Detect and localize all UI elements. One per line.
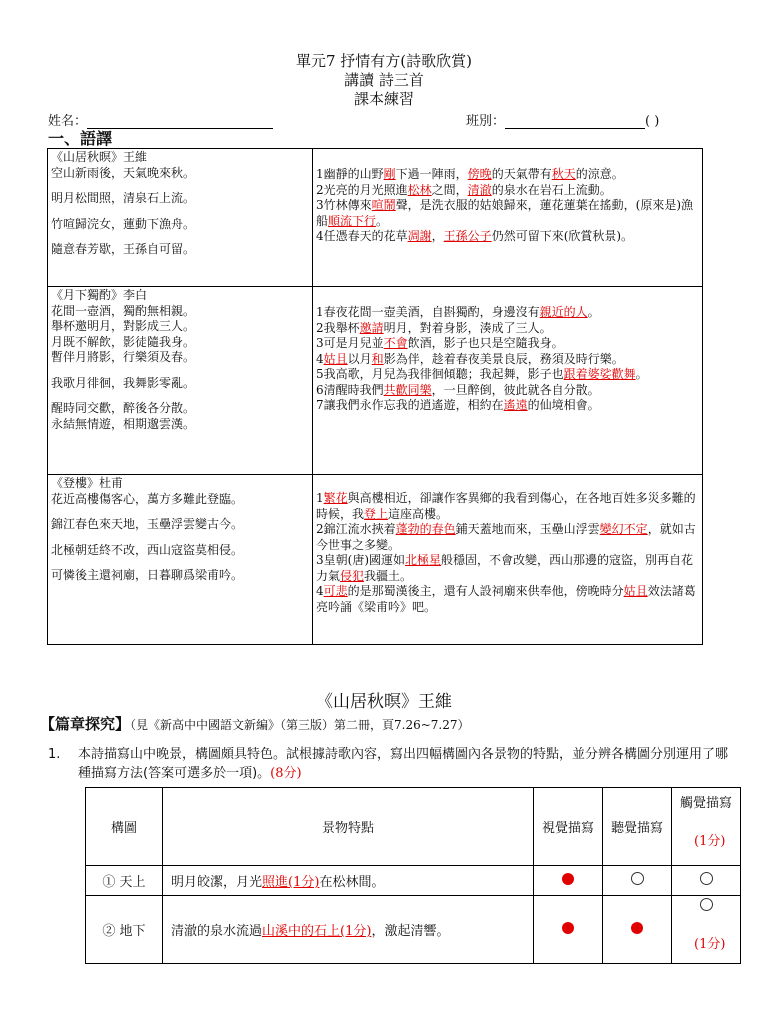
translation-line: 4可悲的是那蜀漢後主，還有人設祠廟來供奉他，傍晚時分姑且效法諸葛亮吟誦《梁甫吟》吧。 [316, 584, 696, 614]
col-header-layout: 構圖 [86, 788, 163, 866]
poem-line: 花近高樓傷客心，萬方多難此登臨。 [51, 491, 244, 506]
explore-title: 【篇章探究】 [40, 715, 131, 733]
translation-cell [313, 475, 703, 645]
translation-line: 4任憑春天的花草凋謝，王孫公子仍然可留下來(欣賞秋景)。 [316, 229, 634, 243]
feature-cell: 清澈的泉水流過山溪中的石上(1分)，激起清響。 [163, 896, 534, 964]
poem-title: 《月下獨酌》李白 [51, 288, 148, 302]
translation-line: 3可是月兒並不會飲酒，影子也只是空隨我身。 [316, 336, 564, 350]
col-header-visual: 視覺描寫 [534, 788, 603, 866]
translation-line: 2錦江流水挾着蓬勃的春色鋪天蓋地而來，玉壘山浮雲變幻不定，就如古今世事之多變。 [316, 522, 696, 552]
table-row [48, 287, 703, 475]
name-label: 姓名： [48, 114, 88, 129]
poem-line: 醒時同交歡，醉後各分散。 [51, 401, 196, 415]
section-title: 一、語譯 [48, 129, 113, 148]
poem-line: 明月松間照，清泉石上流。 [51, 191, 196, 205]
translation-table [47, 148, 703, 645]
translation-cell [313, 287, 703, 475]
translation-cell [313, 149, 703, 287]
table-row [48, 149, 703, 287]
translation-line: 1繁花與高樓相近，卻讓作客異鄉的我看到傷心，在各地百姓多災多難的時候，我登上這座高樓。 [316, 491, 696, 521]
selected-circle-icon [631, 922, 643, 934]
poem-line: 花間一壺酒，獨酌無相親。 [51, 303, 196, 318]
question-1 [48, 745, 728, 783]
explore-heading [40, 713, 470, 734]
poem-cell [48, 475, 313, 645]
table-header-row [86, 788, 741, 866]
unit-title: 單元7 抒情有方(詩歌欣賞) [295, 52, 473, 70]
poem-line: 永結無情遊，相期邈雲漢。 [51, 416, 196, 431]
poem-line: 空山新雨後，天氣晚來秋。 [51, 165, 196, 180]
translation-line: 1春夜花間一壺美酒，自斟獨酌，身邊沒有親近的人。 [316, 305, 600, 319]
poem-line: 錦江春色來天地，玉壘浮雲變古今。 [51, 517, 244, 531]
question-number: 1. [48, 747, 61, 762]
part2-poem-title: 《山居秋暝》王維 [316, 692, 452, 712]
question-text: 本詩描寫山中晚景，構圖頗具特色。試根據詩歌內容，寫出四幅構圖內各景物的特點，並分辨各構圖分別運用了哪種描寫方法(答案可選多於一項)。 [78, 747, 729, 781]
marks-label: (1分) [694, 937, 726, 952]
poem-line: 月既不解飲，影徒隨我身。 [51, 334, 196, 349]
translation-line: 4姑且以月和影為伴，趁着春夜美景良辰，務須及時行樂。 [316, 351, 624, 366]
visual-cell[interactable] [534, 866, 603, 896]
table-row [86, 866, 741, 896]
poem-line: 隨意春芳歇，王孫自可留。 [51, 242, 196, 256]
empty-circle-icon [700, 872, 713, 885]
empty-circle-icon [631, 872, 644, 885]
class-blank[interactable] [505, 114, 645, 129]
table-row [48, 475, 703, 645]
translation-line: 2我舉杯邀請明月，對着身影，湊成了三人。 [316, 320, 552, 335]
poem-title: 《山居秋暝》王維 [51, 150, 148, 164]
exercise-title: 課本練習 [353, 90, 414, 108]
selected-circle-icon [562, 922, 574, 934]
translation-line: 2光亮的月光照進松林之間，清澈的泉水在岩石上流動。 [316, 182, 612, 197]
poem-line: 北極朝廷終不改，西山寇盜莫相侵。 [51, 542, 244, 557]
feature-cell: 明月皎潔，月光照進(1分)在松林間。 [163, 866, 534, 896]
lesson-title: 講讀 詩三首 [344, 71, 424, 89]
class-label: 班別： [466, 114, 506, 129]
table-row [86, 896, 741, 964]
audio-cell[interactable] [603, 866, 672, 896]
poem-line: 可憐後主還祠廟，日暮聊爲梁甫吟。 [51, 568, 244, 582]
question-marks: (8分) [270, 766, 302, 781]
translation-line: 3皇朝(唐)國運如北極星般穩固，不會改變，西山那邊的寇盜，別再自花力氣侵犯我疆土。 [316, 553, 694, 583]
seat-number: ( ) [645, 114, 660, 129]
poem-title: 《登樓》杜甫 [51, 476, 124, 490]
row-label: ① 天上 [86, 866, 163, 896]
visual-cell[interactable] [534, 896, 603, 964]
poem-line: 舉杯邀明月，對影成三人。 [51, 319, 196, 333]
translation-line: 5我高歌，月兒為我徘徊傾聽；我起舞，影子也跟着婆娑歡舞。 [316, 367, 648, 381]
touch-cell[interactable] [672, 896, 741, 964]
col-header-audio: 聽覺描寫 [603, 788, 672, 866]
empty-circle-icon [700, 898, 713, 911]
touch-cell[interactable] [672, 866, 741, 896]
name-blank[interactable] [87, 114, 273, 129]
col-header-touch: 觸覺描寫 [672, 788, 741, 866]
poem-line: 我歌月徘徊，我舞影零亂。 [51, 375, 196, 390]
translation-line: 6清醒時我們共歡同樂，一旦醉倒，彼此就各自分散。 [316, 382, 600, 397]
poem-cell [48, 287, 313, 475]
audio-cell[interactable] [603, 896, 672, 964]
translation-line: 1幽靜的山野剛下過一陣雨，傍晚的天氣帶有秋天的涼意。 [316, 167, 624, 181]
row-label: ② 地下 [86, 896, 163, 964]
class-field[interactable] [466, 110, 659, 129]
selected-circle-icon [562, 873, 574, 885]
col-header-feature: 景物特點 [163, 788, 534, 866]
marks-label: (1分) [694, 834, 726, 849]
translation-line: 3竹林傳來喧鬧聲，是洗衣服的姑娘歸來，蓮花蓮葉在搖動，(原來是)漁船順流下行。 [316, 198, 694, 228]
translation-line: 7讓我們永作忘我的逍遙遊，相約在遙遠的仙境相會。 [316, 398, 600, 412]
composition-table [85, 787, 741, 964]
poem-cell [48, 149, 313, 287]
textbook-reference: （見《新高中中國語文新編》（第三版）第二冊，頁7.26~7.27） [130, 718, 470, 732]
poem-line: 竹喧歸浣女，蓮動下漁舟。 [51, 216, 196, 231]
poem-line: 暫伴月將影，行樂須及春。 [51, 350, 196, 364]
